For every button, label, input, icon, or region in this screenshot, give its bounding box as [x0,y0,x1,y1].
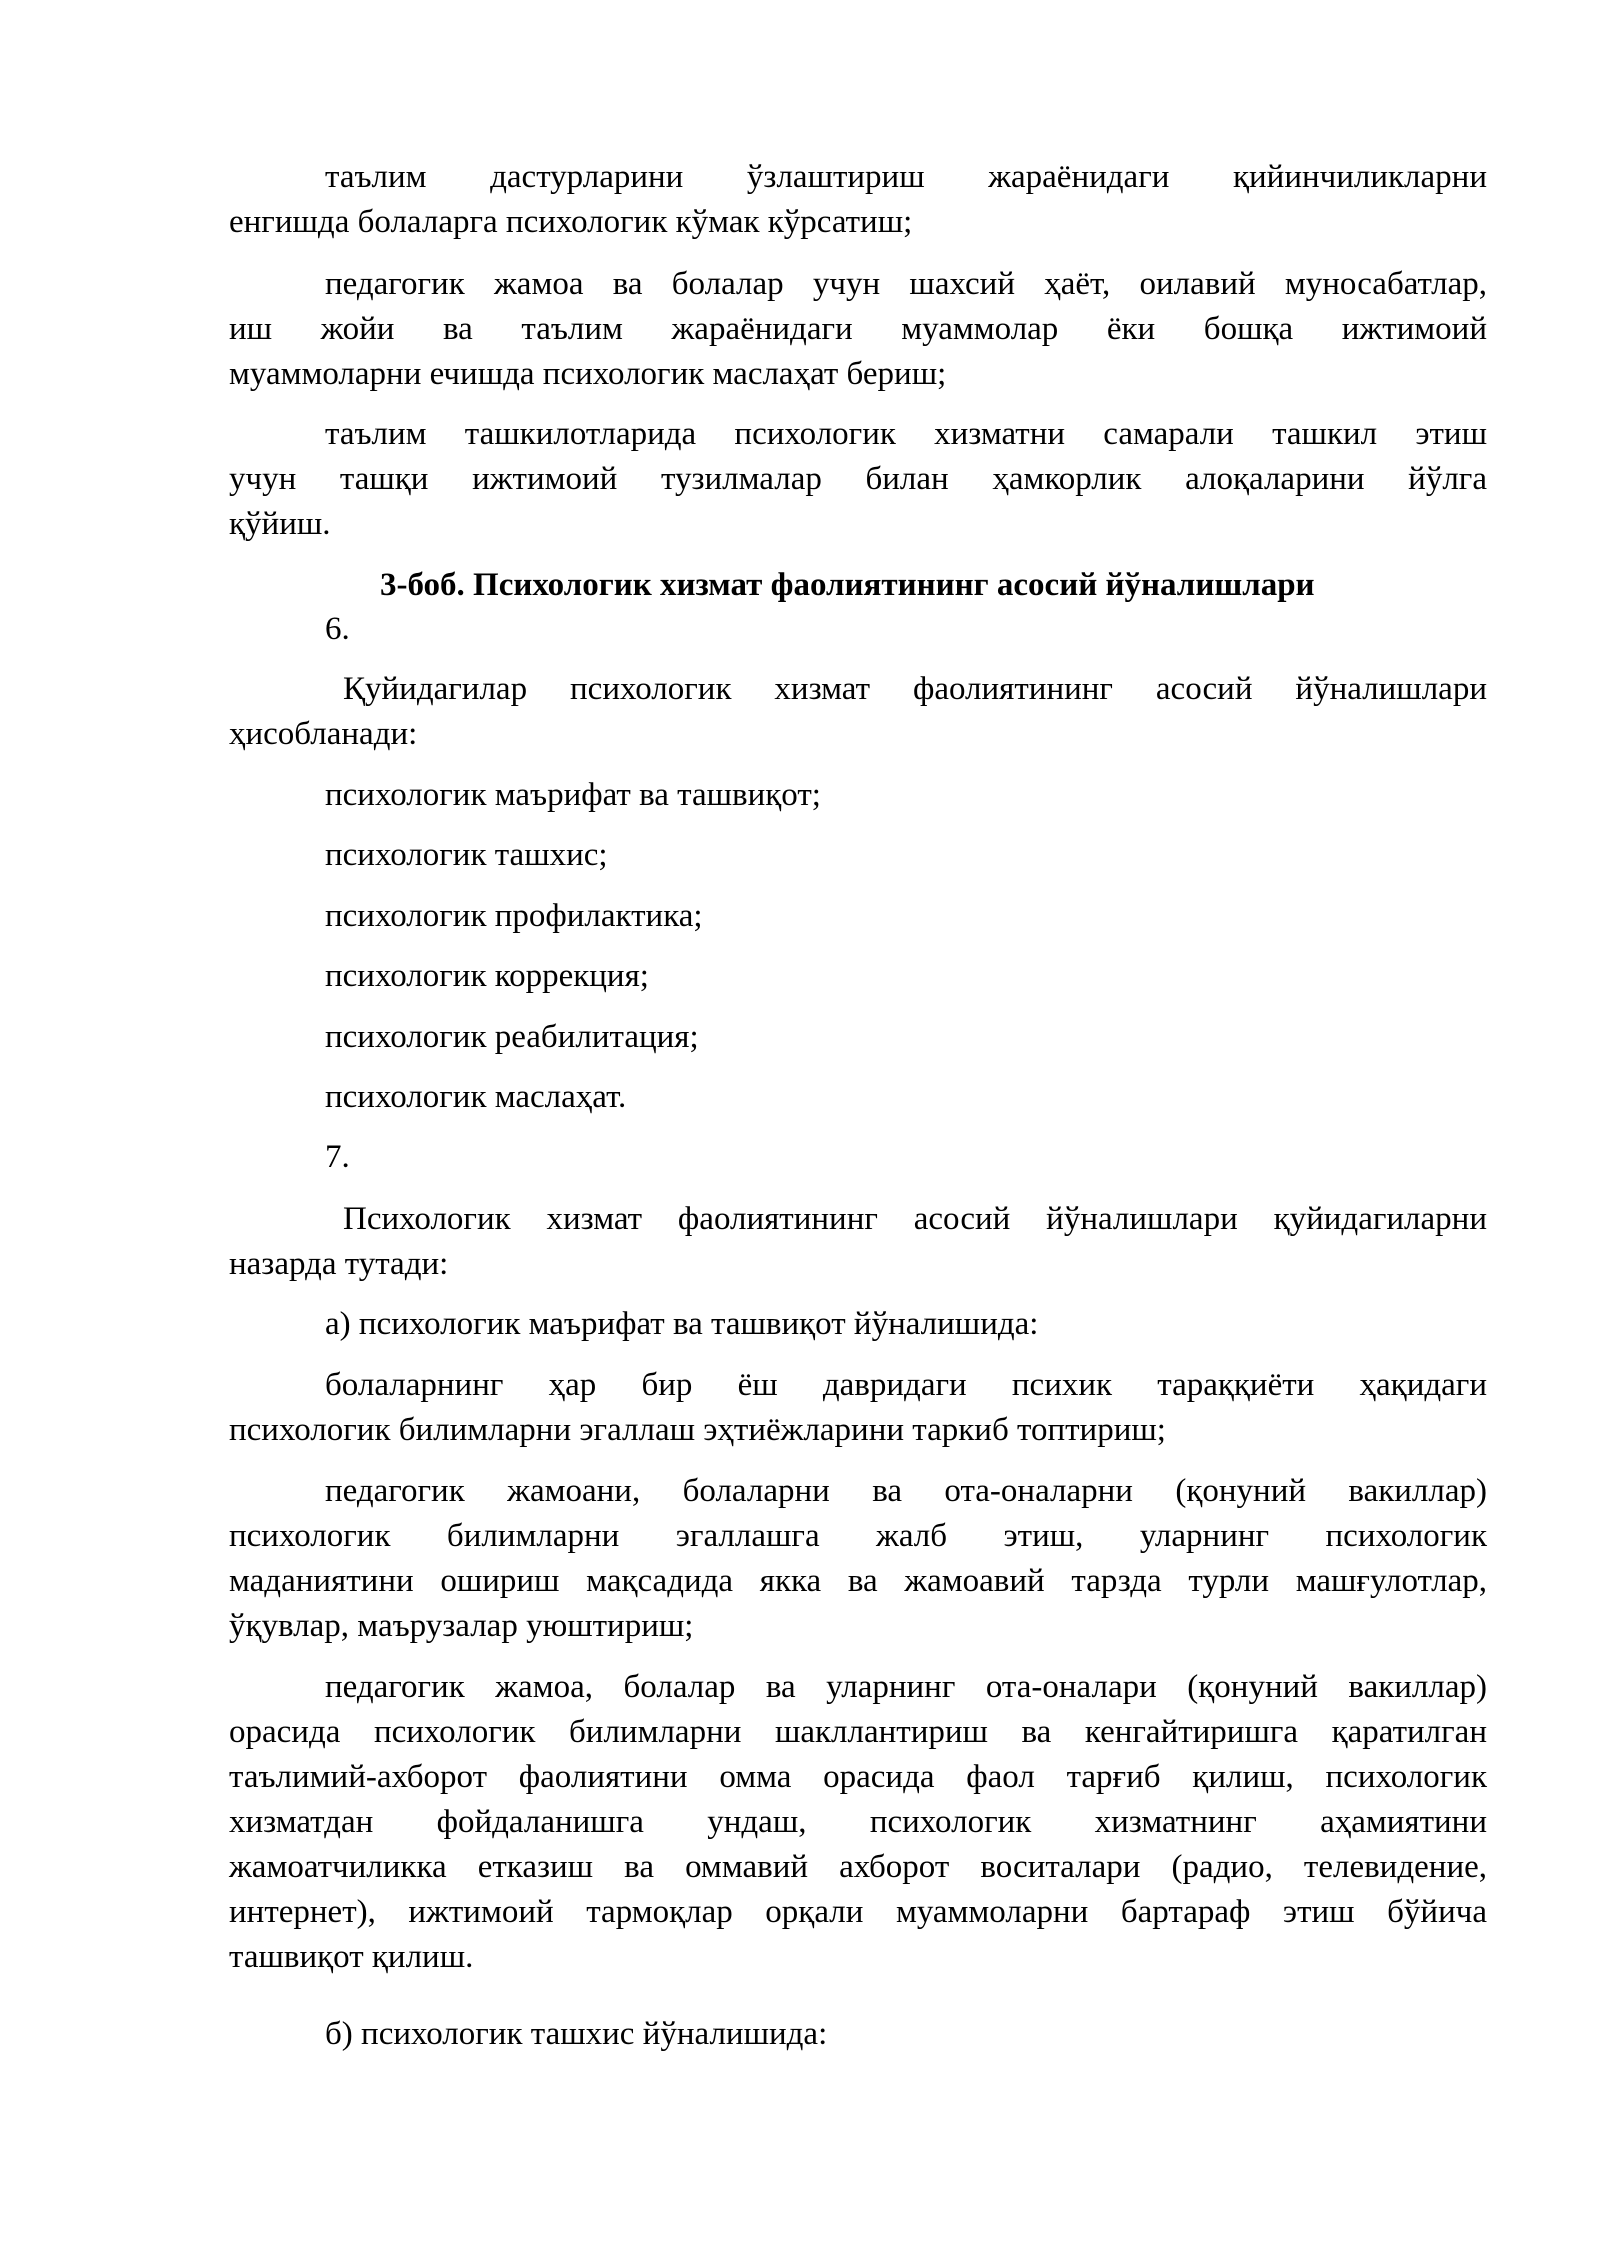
paragraph-9-line-5: жамоатчиликка етказиш ва оммавий ахборот воситалари (радио, телевидение, [229,1849,1487,1885]
paragraph-9-line-2: орасида психологик билимларни шакллантириш ва кенгайтиришга қаратилган [229,1714,1487,1750]
paragraph-7-line-1: болаларнинг ҳар бир ёш давридаги психик тараққиёти ҳақидаги [325,1367,1487,1403]
paragraph-9-line-7: ташвиқот қилиш. [229,1939,474,1975]
paragraph-1 [229,155,1487,245]
paragraph-9-line-4: хизматдан фойдаланишга ундаш, психологик хизматнинг аҳамиятини [229,1804,1487,1840]
paragraph-7-line-2: психологик билимларни эгаллаш эҳтиёжларини таркиб топтириш; [229,1412,1166,1448]
paragraph-4 [229,667,1487,757]
paragraph-2-line-3: муаммоларни ечишда психологик маслаҳат бериш; [229,356,947,392]
paragraph-2 [229,262,1487,397]
paragraph-5-line-2: назарда тутади: [229,1246,449,1282]
paragraph-3-line-1: таълим ташкилотларида психологик хизматни самарали ташкил этиш [325,416,1487,452]
chapter-title: 3-боб. Психологик хизмат фаолиятининг асосий йўналишлари [380,567,1315,603]
paragraph-4-line-1: Қуйидагилар психологик хизмат фаолиятининг асосий йўналишлари [343,671,1487,707]
paragraph-1-line-2: енгишда болаларга психологик кўмак кўрсатиш; [229,204,913,240]
list-item: психологик маслаҳат. [325,1079,627,1115]
paragraph-2-line-1: педагогик жамоа ва болалар учун шахсий ҳаёт, оилавий муносабатлар, [325,266,1487,302]
paragraph-5-line-1: Психологик хизмат фаолиятининг асосий йўналишлари қуйидагиларни [343,1201,1487,1237]
paragraph-9-line-1: педагогик жамоа, болалар ва уларнинг ота-оналари (қонуний вакиллар) [325,1669,1487,1705]
paragraph-8-line-1: педагогик жамоани, болаларни ва ота-оналарни (қонуний вакиллар) [325,1473,1487,1509]
paragraph-7 [229,1363,1487,1453]
paragraph-2-line-2: иш жойи ва таълим жараёнидаги муаммолар ёки бошқа ижтимоий [229,311,1487,347]
item-7-number: 7. [325,1139,350,1175]
list-item: психологик ташхис; [325,837,608,873]
paragraph-5 [229,1197,1487,1287]
paragraph-4-line-2: ҳисобланади: [229,716,418,752]
paragraph-8 [229,1469,1487,1649]
paragraph-8-line-3: маданиятини ошириш мақсадида якка ва жамоавий тарзда турли машғулотлар, [229,1563,1487,1599]
paragraph-6: а) психологик маърифат ва ташвиқот йўналишида: [325,1306,1039,1342]
paragraph-9 [229,1665,1487,1980]
paragraph-8-line-4: ўқувлар, маърузалар уюштириш; [229,1608,694,1644]
list-item: психологик реабилитация; [325,1019,699,1055]
paragraph-3-line-2: учун ташқи ижтимоий тузилмалар билан ҳамкорлик алоқаларини йўлга [229,461,1487,497]
paragraph-3-line-3: қўйиш. [229,506,331,542]
paragraph-9-line-6: интернет), ижтимоий тармоқлар орқали муаммоларни бартараф этиш бўйича [229,1894,1487,1930]
paragraph-9-line-3: таълимий-ахборот фаолиятини омма орасида фаол тарғиб қилиш, психологик [229,1759,1487,1795]
list-item: психологик коррекция; [325,958,649,994]
list-item: психологик маърифат ва ташвиқот; [325,777,821,813]
paragraph-1-line-1: таълим дастурларини ўзлаштириш жараёнидаги қийинчиликларни [325,159,1487,195]
list-item: психологик профилактика; [325,898,703,934]
paragraph-10: б) психологик ташхис йўналишида: [325,2016,828,2052]
item-6-number: 6. [325,611,350,647]
paragraph-8-line-2: психологик билимларни эгаллашга жалб этиш, уларнинг психологик [229,1518,1487,1554]
paragraph-3 [229,412,1487,547]
